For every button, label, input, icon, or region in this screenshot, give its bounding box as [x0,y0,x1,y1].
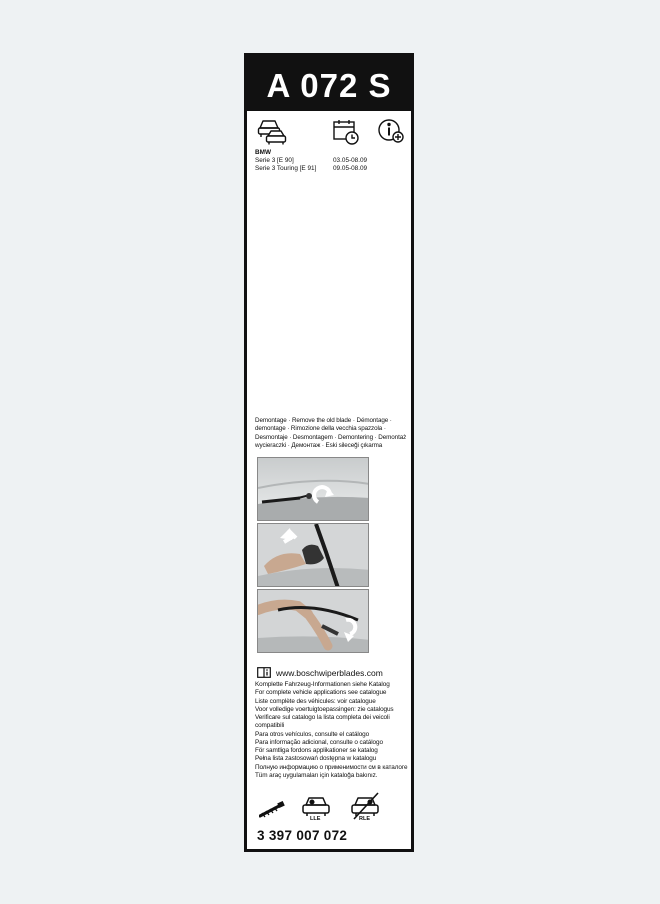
removal-instructions [255,417,411,451]
catalog-line: Komplette Fahrzeug-Informationen siehe Katalog [255,681,390,688]
wiper-blade-icon [259,801,285,819]
product-label-card [244,53,414,852]
car-icon [257,118,287,146]
catalog-line: compatibili [255,722,285,730]
vehicle-period: 09.05-08.09 [333,165,368,173]
catalog-line: Pełna lista zastosowań dostępna w katalogu [255,755,377,763]
part-number: 3 397 007 072 [257,828,348,843]
list-item [255,157,405,165]
product-code: A 072 S [266,66,392,104]
catalog-line: Verificare sul catalogo la lista completa dei veicoli [255,714,390,721]
catalog-line: Voor volledige voertuigtoepassingen: zie catalogus [255,705,394,713]
catalog-line: Полную информацию о применимости см в каталоге [255,763,408,771]
removal-line: wycieraczki · Демонтаж · Eski sileceği çıkarma [255,442,383,450]
catalog-line: Liste complète des véhicules: voir catalogue [255,697,376,705]
removal-line: demontage · Rimozione della vecchia spazzola · [255,425,386,433]
vehicle-period: 03.05-08.09 [333,157,368,165]
catalog-line: Tüm araç uygulamaları için kataloğa bakınız. [255,771,378,779]
removal-step-photo-3 [257,589,369,653]
list-item [255,165,405,173]
removal-line: Demontage · Remove the old blade · Démontage · [255,417,392,424]
info-icon-row [247,118,411,148]
catalog-line: För samtliga fordons applikationer se katalog [255,747,378,754]
catalog-notice [255,681,411,780]
vehicle-application-list [255,149,405,174]
removal-step-photo-1 [257,457,369,521]
vehicle-make: BMW [255,149,271,156]
left-hand-drive-car-icon [301,796,331,818]
vehicle-model: Serie 3 Touring [E 91] [255,165,317,173]
rle-label: RLE [359,816,370,822]
removal-step-photo-2 [257,523,369,587]
calendar-clock-icon [332,118,360,146]
vehicle-model: Serie 3 [E 90] [255,157,294,165]
lle-label: LLE [310,816,321,822]
catalog-line: Para otros vehículos, consulte el catálogo [255,730,370,738]
website-link[interactable]: www.boschwiperblades.com [276,667,383,678]
catalog-line: For complete vehicle applications see catalogue [255,689,387,697]
info-plus-icon [377,118,407,146]
catalog-info-icon [257,667,271,678]
compatibility-icons [257,795,407,827]
website-row [257,667,383,678]
removal-line: Desmontaje · Desmontagem · Demontering · Demontaż [255,433,407,441]
product-code-banner [247,56,411,111]
catalog-line: Para informação adicional, consulte o catálogo [255,738,383,746]
